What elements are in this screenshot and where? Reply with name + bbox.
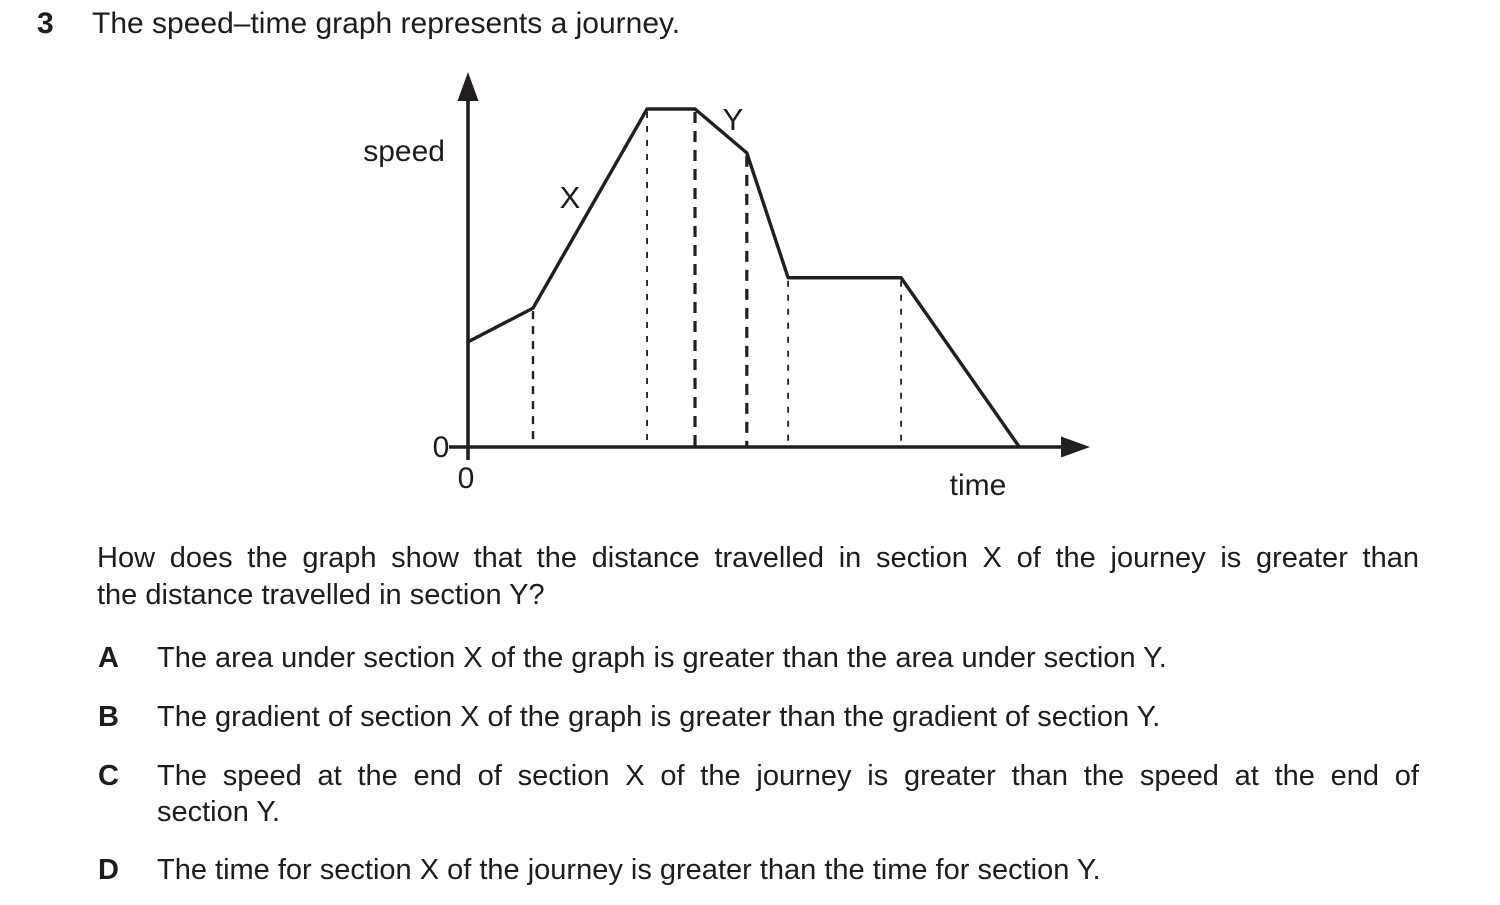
speed-curve [468, 109, 1019, 447]
option-line: The gradient of section X of the graph is greater than the gradient of section Y. [157, 701, 1161, 733]
option-c-letter: C [98, 760, 119, 792]
section-label-x: X [559, 179, 581, 215]
option-d-letter: D [98, 854, 119, 886]
option-b-letter: B [98, 701, 119, 733]
plot-area [468, 102, 1019, 447]
y-axis-arrowhead-icon [458, 72, 479, 101]
question-prompt [97, 540, 1419, 614]
origin-zero-x: 0 [457, 462, 475, 495]
option-line: section Y. [157, 796, 281, 828]
option-a-text [157, 640, 1419, 676]
option-line: The area under section X of the graph is greater than the area under section Y. [157, 642, 1167, 674]
option-a-letter: A [98, 642, 119, 674]
question-number: 3 [37, 7, 54, 40]
y-axis-label: speed [363, 135, 445, 168]
option-b-text [157, 699, 1419, 735]
origin-zero-y: 0 [432, 431, 450, 464]
option-d-text [157, 852, 1419, 888]
option-c-text [157, 758, 1419, 830]
question-header [37, 5, 680, 42]
speed-time-graph [335, 60, 1130, 510]
option-line: The speed at the end of section X of the journey is greater than the speed at the end of [157, 760, 1419, 792]
question-title: The speed–time graph represents a journey. [92, 7, 681, 40]
prompt-line: How does the graph show that the distance travelled in section X of the journey is greater than [97, 542, 1419, 574]
x-axis-label: time [949, 469, 1007, 502]
x-axis-arrowhead-icon [1061, 437, 1090, 458]
prompt-line: the distance travelled in section Y? [97, 579, 545, 611]
section-label-y: Y [722, 101, 744, 137]
option-line: The time for section X of the journey is greater than the time for section Y. [157, 854, 1101, 886]
